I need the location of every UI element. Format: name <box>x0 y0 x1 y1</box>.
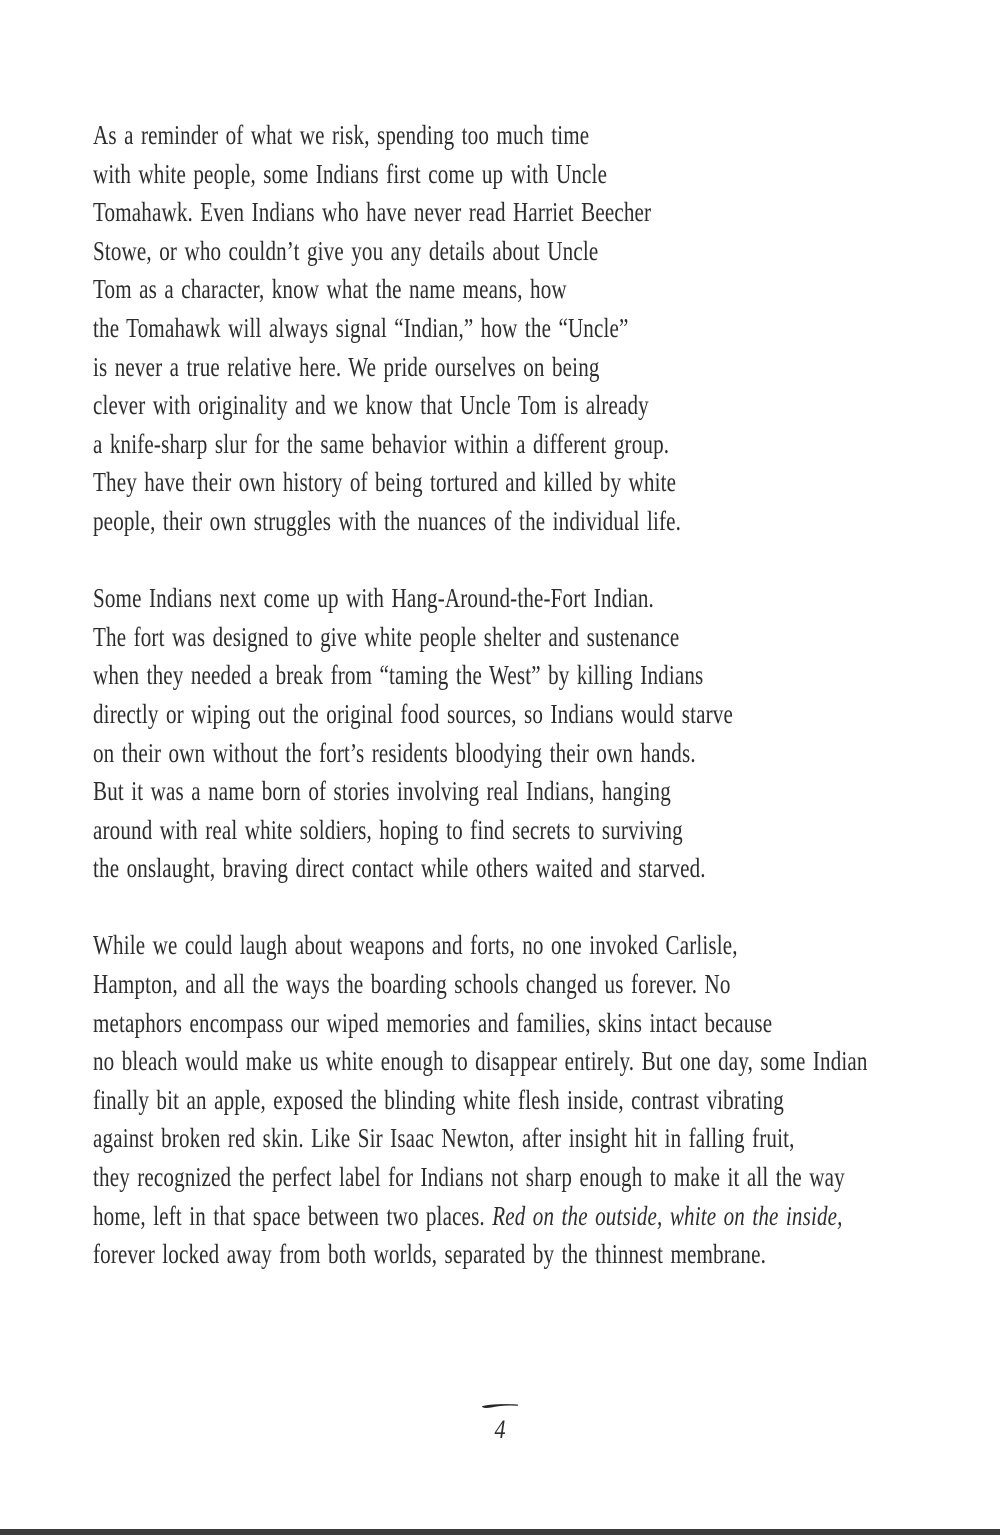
stanza-3 <box>93 926 1000 1273</box>
verse-line: the Tomahawk will always signal “Indian,” how the “Uncle” <box>93 312 629 343</box>
verse-line: clever with originality and we know that Uncle Tom is already <box>93 390 649 421</box>
verse-line: Hampton, and all the ways the boarding schools changed us forever. No <box>93 969 731 1000</box>
stanza-2 <box>93 579 1000 888</box>
verse-line: finally bit an apple, exposed the blinding white flesh inside, contrast vibrating <box>93 1084 784 1115</box>
scan-bottom-edge <box>0 1529 1000 1535</box>
verse-line: The fort was designed to give white people shelter and sustenance <box>93 621 680 652</box>
verse-line: But it was a name born of stories involving real Indians, hanging <box>93 776 671 807</box>
verse-line: a knife-sharp slur for the same behavior within a different group. <box>93 428 670 459</box>
verse-line: While we could laugh about weapons and forts, no one invoked Carlisle, <box>93 930 738 961</box>
verse-line: they recognized the perfect label for Indians not sharp enough to make it all the way <box>93 1162 845 1193</box>
brush-dash-ornament <box>480 1401 520 1411</box>
verse-line: the onslaught, braving direct contact while others waited and starved. <box>93 853 706 884</box>
verse-line: As a reminder of what we risk, spending too much time <box>93 120 590 150</box>
verse-line: Stowe, or who couldn’t give you any details about Uncle <box>93 235 599 266</box>
page-body <box>93 116 1000 1274</box>
verse-line: Tomahawk. Even Indians who have never read Harriet Beecher <box>93 197 652 228</box>
page-footer <box>0 1401 1000 1446</box>
verse-line-italic-segment: Red on the outside, white on the inside, <box>492 1200 843 1231</box>
verse-line: metaphors encompass our wiped memories and families, skins intact because <box>93 1007 773 1038</box>
verse-line-mixed <box>93 1197 868 1236</box>
verse-line: no bleach would make us white enough to disappear entirely. But one day, some Indian <box>93 1046 868 1077</box>
verse-line: Some Indians next come up with Hang-Around-the-Fort Indian. <box>93 583 654 614</box>
verse-line: against broken red skin. Like Sir Isaac Newton, after insight hit in falling fruit, <box>93 1123 795 1154</box>
verse-line: when they needed a break from “taming the West” by killing Indians <box>93 660 704 691</box>
verse-line: with white people, some Indians first come up with Uncle <box>93 158 608 189</box>
verse-line-roman-segment: home, left in that space between two places. <box>93 1200 493 1231</box>
stanza-1 <box>93 116 1000 541</box>
page-number: 4 <box>494 1415 506 1444</box>
verse-line: forever locked away from both worlds, separated by the thinnest membrane. <box>93 1239 767 1270</box>
verse-line: directly or wiping out the original food sources, so Indians would starve <box>93 698 733 729</box>
verse-line: Tom as a character, know what the name means, how <box>93 274 567 305</box>
verse-line: is never a true relative here. We pride ourselves on being <box>93 351 600 382</box>
verse-line: They have their own history of being tortured and killed by white <box>93 467 677 498</box>
verse-line: around with real white soldiers, hoping to find secrets to surviving <box>93 814 683 845</box>
verse-line: on their own without the fort’s residents bloodying their own hands. <box>93 737 696 768</box>
verse-line: people, their own struggles with the nuances of the individual life. <box>93 505 682 536</box>
